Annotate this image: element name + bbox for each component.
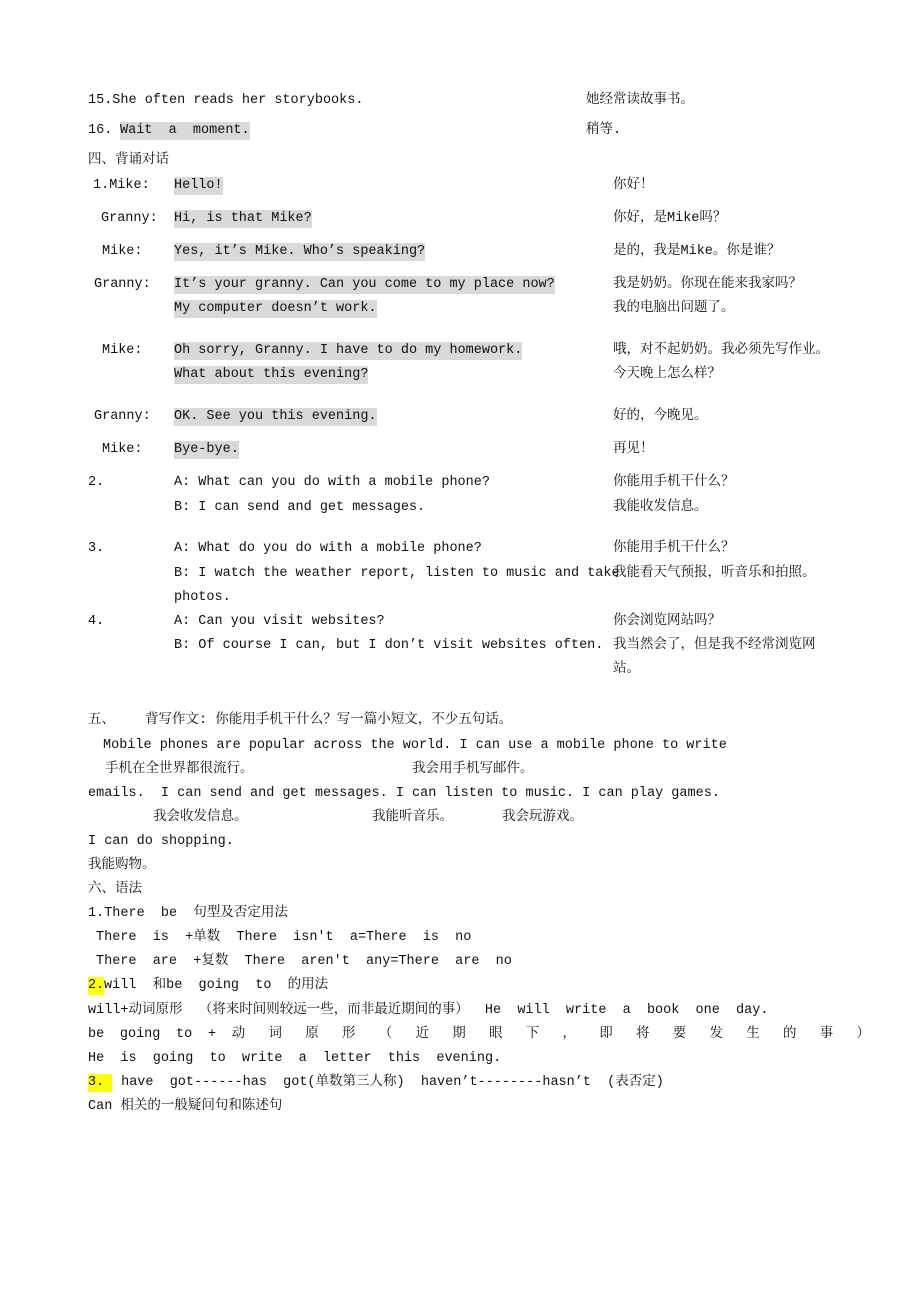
dialogue-zh: 好的，今晚见。 [613, 409, 708, 424]
dialogue-en: OK. See you this evening. [174, 409, 377, 424]
section-heading: 六、语法 [88, 882, 142, 897]
dialogue-zh: 是的，我是Mike。你是谁？ [613, 244, 781, 259]
grammar-line: will+动词原形 （将来时间则较远一些，而非最近期间的事） He will write a book one day. [88, 1003, 769, 1018]
dialogue-zh: 我能收发信息。 [613, 500, 708, 515]
speaker: 1.Mike: [93, 178, 150, 193]
essay-en: Mobile phones are popular across the world. I can use a mobile phone to write [103, 738, 727, 753]
grammar-line: There is +单数 There isn't a=There is no [96, 930, 472, 945]
section-num: 五、 [88, 713, 115, 728]
speaker: Granny: [94, 277, 151, 292]
dialogue-num: 4. [88, 614, 105, 629]
vocab-en: Wait a moment. [120, 123, 250, 138]
grammar-heading: have got------has got(单数第三人称) haven’t--------hasn’t (表否定) [113, 1075, 664, 1090]
dialogue-en: Yes, it’s Mike. Who’s speaking? [174, 244, 426, 259]
dialogue-zh: 你能用手机干什么？ [613, 475, 735, 490]
grammar-line: be going to + 动 词 原 形 （ 近 期 眼 下 ， 即 将 要 发 生 的 事 ） [88, 1027, 870, 1042]
dialogue-en: What about this evening? [174, 367, 369, 382]
dialogue-en: Oh sorry, Granny. I have to do my homework. [174, 343, 523, 358]
speaker: Mike: [102, 442, 143, 457]
dialogue-en: A: Can you visit websites? [174, 614, 385, 629]
essay-en: emails. I can send and get messages. I can listen to music. I can play games. [88, 786, 720, 801]
dialogue-en: B: Of course I can, but I don’t visit websites often. [174, 638, 604, 653]
dialogue-en: B: I watch the weather report, listen to music and take [174, 566, 620, 581]
dialogue-zh: 你好！ [613, 178, 654, 193]
section-heading: 背写作文: 你能用手机干什么？写一篇小短文，不少五句话。 [145, 713, 513, 728]
essay-zh: 我会玩游戏。 [502, 810, 583, 825]
dialogue-num: 3. [88, 541, 105, 556]
dialogue-zh: 我能看天气预报，听音乐和拍照。 [613, 566, 816, 581]
dialogue-zh: 我是奶奶。你现在能来我家吗？ [613, 277, 802, 292]
dialogue-zh: 我当然会了，但是我不经常浏览网 [613, 638, 816, 653]
essay-zh: 手机在全世界都很流行。 [105, 762, 254, 777]
grammar-heading: 1.There be 句型及否定用法 [88, 906, 288, 921]
dialogue-zh: 你好，是Mike吗？ [613, 211, 727, 226]
grammar-line: He is going to write a letter this evening. [88, 1051, 502, 1066]
dialogue-en: A: What do you do with a mobile phone? [174, 541, 482, 556]
essay-en: I can do shopping. [88, 834, 234, 849]
speaker: Mike: [102, 244, 143, 259]
grammar-heading: Can 相关的一般疑问句和陈述句 [88, 1099, 283, 1114]
dialogue-en: Hi, is that Mike? [174, 211, 312, 226]
grammar-num: 2. [88, 978, 105, 993]
grammar-heading: will 和be going to 的用法 [104, 978, 329, 993]
grammar-line: There are +复数 There aren't any=There are no [96, 954, 512, 969]
dialogue-en: photos. [174, 590, 231, 605]
dialogue-num: 2. [88, 475, 105, 490]
dialogue-zh: 哦，对不起奶奶。我必须先写作业。 [613, 343, 829, 358]
dialogue-zh: 我的电脑出问题了。 [613, 301, 735, 316]
essay-zh: 我能购物。 [88, 858, 156, 873]
vocab-zh: 她经常读故事书。 [586, 93, 694, 108]
dialogue-en: A: What can you do with a mobile phone? [174, 475, 490, 490]
speaker: Granny: [101, 211, 158, 226]
dialogue-zh: 今天晚上怎么样？ [613, 367, 721, 382]
dialogue-en: Hello! [174, 178, 223, 193]
dialogue-zh: 站。 [613, 662, 640, 677]
vocab-en: 15.She often reads her storybooks. [88, 93, 364, 108]
vocab-zh: 稍等. [586, 123, 622, 138]
dialogue-zh: 你会浏览网站吗？ [613, 614, 721, 629]
dialogue-en: It’s your granny. Can you come to my place now? [174, 277, 555, 292]
dialogue-en: My computer doesn’t work. [174, 301, 377, 316]
essay-zh: 我能听音乐。 [372, 810, 453, 825]
dialogue-zh: 你能用手机干什么？ [613, 541, 735, 556]
section-heading: 四、背诵对话 [88, 153, 169, 168]
dialogue-en: B: I can send and get messages. [174, 500, 426, 515]
speaker: Mike: [102, 343, 143, 358]
vocab-num: 16. [88, 123, 113, 138]
speaker: Granny: [94, 409, 151, 424]
essay-zh: 我会用手机写邮件。 [412, 762, 534, 777]
grammar-num: 3. [88, 1075, 113, 1090]
dialogue-en: Bye-bye. [174, 442, 239, 457]
dialogue-zh: 再见！ [613, 442, 654, 457]
essay-zh: 我会收发信息。 [153, 810, 248, 825]
